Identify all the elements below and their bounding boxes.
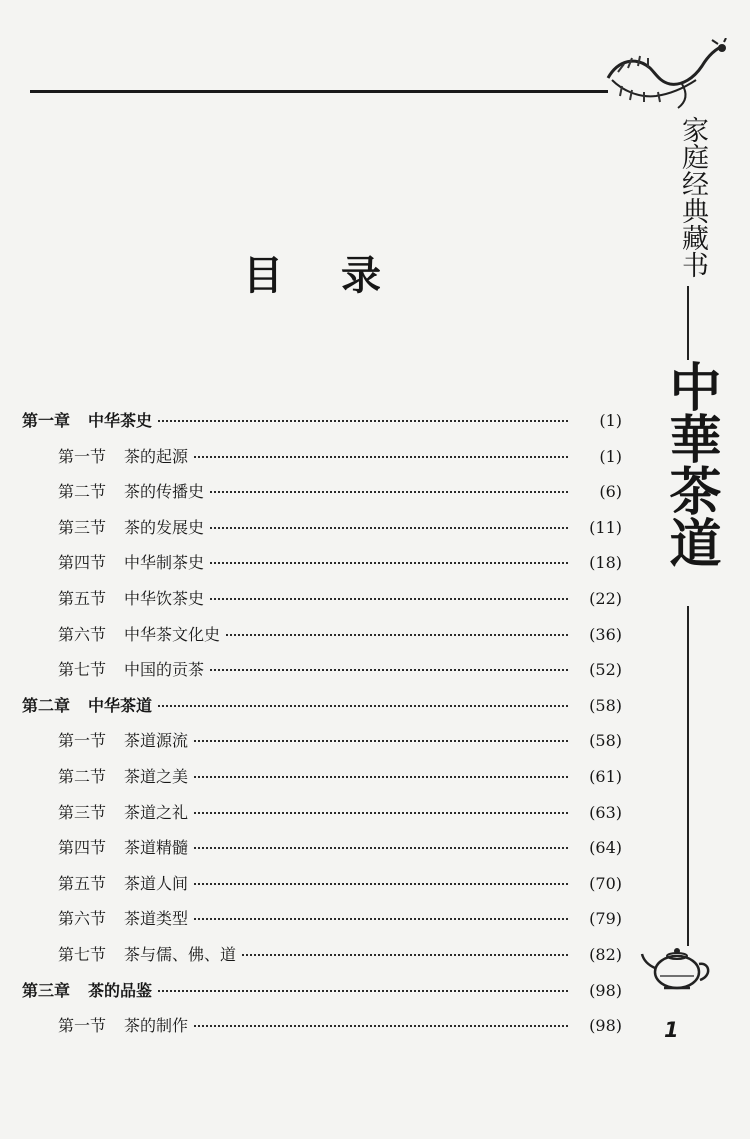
dot-leader [210, 491, 568, 493]
section-label: 第四节 [58, 838, 107, 858]
page-number: 1 [664, 1018, 679, 1042]
page-ref: (1) [599, 446, 622, 466]
toc-section[interactable] [22, 550, 622, 586]
page-ref: (22) [589, 588, 622, 608]
section-label: 第三节 [58, 802, 107, 822]
book-title: 中華茶道 [660, 360, 721, 568]
page-ref: (58) [589, 695, 622, 715]
dot-leader [158, 990, 568, 992]
section-title: 茶道之美 [124, 766, 189, 786]
series-name: 家庭经典藏书 [677, 116, 708, 278]
section-label: 第七节 [58, 660, 107, 680]
section-title: 茶道源流 [124, 731, 189, 751]
section-title: 中华茶文化史 [124, 624, 221, 644]
section-title: 中华制茶史 [124, 553, 205, 573]
dot-leader [194, 918, 568, 920]
page-ref: (79) [589, 909, 622, 929]
page-ref: (36) [589, 624, 622, 644]
section-label: 第四节 [58, 553, 107, 573]
dot-leader [194, 776, 568, 778]
dot-leader [194, 1025, 568, 1027]
section-title: 茶的传播史 [124, 482, 205, 502]
teapot-icon [640, 942, 714, 996]
page-ref: (1) [599, 411, 622, 430]
page-ref: (61) [589, 766, 622, 786]
dot-leader [210, 562, 568, 564]
toc-section[interactable] [22, 444, 622, 480]
page-ref: (6) [599, 482, 622, 502]
dot-leader [210, 527, 568, 529]
page-ref: (11) [589, 517, 622, 537]
chapter-label: 第一章 [22, 411, 71, 430]
toc-section[interactable] [22, 871, 622, 907]
chapter-title: 茶的品鉴 [88, 980, 153, 1000]
dot-leader [158, 705, 568, 707]
section-label: 第六节 [58, 909, 107, 929]
toc-section[interactable] [22, 479, 622, 515]
header-rule [30, 90, 608, 93]
section-title: 茶道精髓 [124, 838, 189, 858]
dot-leader [242, 954, 568, 956]
dot-leader [194, 847, 568, 849]
page-ref: (98) [589, 1016, 622, 1036]
toc-section[interactable] [22, 835, 622, 871]
chapter-label: 第二章 [22, 695, 71, 715]
section-label: 第五节 [58, 588, 107, 608]
section-label: 第六节 [58, 624, 107, 644]
toc-chapter-2[interactable] [22, 693, 622, 729]
section-title: 中华饮茶史 [124, 588, 205, 608]
side-rule-lower [687, 606, 689, 946]
section-title: 茶的发展史 [124, 517, 205, 537]
toc-section[interactable] [22, 800, 622, 836]
chapter-title: 中华茶史 [88, 411, 153, 430]
section-label: 第五节 [58, 873, 107, 893]
dot-leader [226, 634, 568, 636]
section-title: 茶道之礼 [124, 802, 189, 822]
section-title: 中国的贡茶 [124, 660, 205, 680]
toc-chapter-1[interactable] [22, 408, 622, 444]
toc-section[interactable] [22, 906, 622, 942]
chapter-label: 第三章 [22, 980, 71, 1000]
section-title: 茶道人间 [124, 873, 189, 893]
page-ref: (98) [589, 980, 622, 1000]
section-title: 茶的起源 [124, 446, 189, 466]
toc-section[interactable] [22, 586, 622, 622]
section-title: 茶与儒、佛、道 [124, 944, 237, 964]
chapter-title: 中华茶道 [88, 695, 153, 715]
section-label: 第二节 [58, 766, 107, 786]
page-ref: (70) [589, 873, 622, 893]
section-label: 第三节 [58, 517, 107, 537]
dot-leader [194, 740, 568, 742]
section-label: 第一节 [58, 1016, 107, 1036]
toc-chapter-3[interactable] [22, 978, 622, 1014]
section-label: 第一节 [58, 731, 107, 751]
dot-leader [210, 669, 568, 671]
dot-leader [194, 812, 568, 814]
page-ref: (58) [589, 731, 622, 751]
toc-section[interactable] [22, 764, 622, 800]
section-label: 第七节 [58, 944, 107, 964]
section-label: 第二节 [58, 482, 107, 502]
toc-section[interactable] [22, 728, 622, 764]
page-ref: (18) [589, 553, 622, 573]
section-title: 茶道类型 [124, 909, 189, 929]
section-title: 茶的制作 [124, 1016, 189, 1036]
page-ref: (64) [589, 838, 622, 858]
page-ref: (52) [589, 660, 622, 680]
toc-section[interactable] [22, 942, 622, 978]
toc-section[interactable] [22, 1013, 622, 1049]
page-ref: (63) [589, 802, 622, 822]
toc-section[interactable] [22, 622, 622, 658]
side-rule-upper [687, 286, 689, 360]
dot-leader [210, 598, 568, 600]
phoenix-ornament-icon [598, 38, 730, 114]
page-ref: (82) [589, 944, 622, 964]
table-of-contents [22, 408, 622, 1049]
dot-leader [194, 883, 568, 885]
page-title: 目录 [243, 253, 439, 299]
dot-leader [194, 456, 568, 458]
dot-leader [158, 420, 568, 422]
toc-section[interactable] [22, 515, 622, 551]
toc-section[interactable] [22, 657, 622, 693]
section-label: 第一节 [58, 446, 107, 466]
